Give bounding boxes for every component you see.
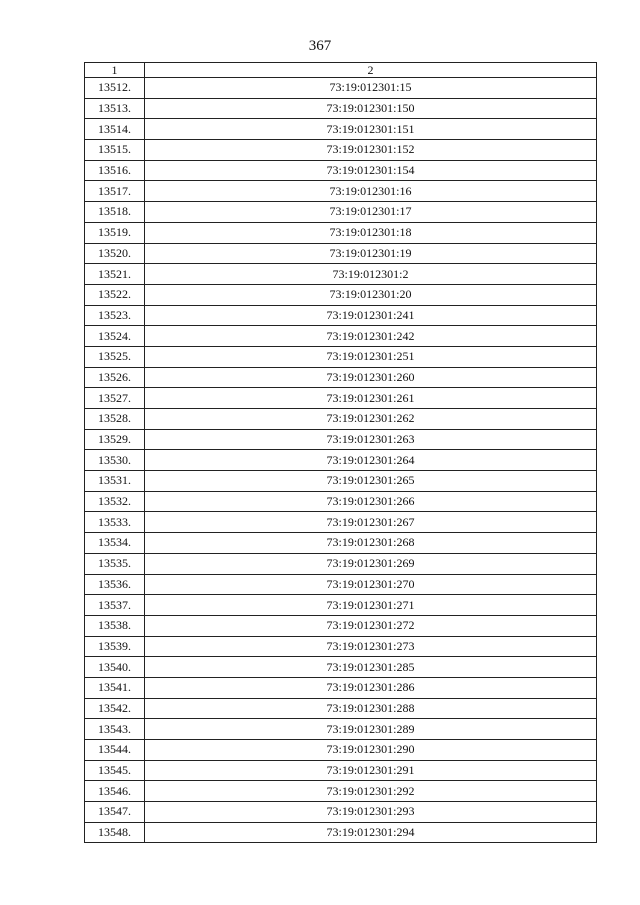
table-row bbox=[85, 719, 597, 740]
cadastral-number-cell: 73:19:012301:20 bbox=[145, 284, 597, 305]
row-number-cell: 13548. bbox=[85, 822, 145, 843]
registry-table bbox=[84, 62, 597, 843]
table-row bbox=[85, 346, 597, 367]
row-number-cell: 13544. bbox=[85, 740, 145, 761]
row-number-cell: 13538. bbox=[85, 615, 145, 636]
table-row bbox=[85, 802, 597, 823]
table-row bbox=[85, 326, 597, 347]
cadastral-number-cell: 73:19:012301:262 bbox=[145, 409, 597, 430]
table-row bbox=[85, 781, 597, 802]
row-number-cell: 13523. bbox=[85, 305, 145, 326]
table-row bbox=[85, 553, 597, 574]
row-number-cell: 13540. bbox=[85, 657, 145, 678]
row-number-cell: 13529. bbox=[85, 429, 145, 450]
row-number-cell: 13526. bbox=[85, 367, 145, 388]
table-row bbox=[85, 471, 597, 492]
table-row bbox=[85, 677, 597, 698]
table-row bbox=[85, 698, 597, 719]
table-row bbox=[85, 202, 597, 223]
cadastral-number-cell: 73:19:012301:291 bbox=[145, 760, 597, 781]
row-number-cell: 13528. bbox=[85, 409, 145, 430]
table-body bbox=[85, 78, 597, 843]
row-number-cell: 13518. bbox=[85, 202, 145, 223]
table-row bbox=[85, 450, 597, 471]
table-row bbox=[85, 533, 597, 554]
table-row bbox=[85, 657, 597, 678]
table-row bbox=[85, 409, 597, 430]
row-number-cell: 13534. bbox=[85, 533, 145, 554]
row-number-cell: 13512. bbox=[85, 78, 145, 99]
cadastral-number-cell: 73:19:012301:241 bbox=[145, 305, 597, 326]
row-number-cell: 13519. bbox=[85, 222, 145, 243]
cadastral-number-cell: 73:19:012301:263 bbox=[145, 429, 597, 450]
table-row bbox=[85, 243, 597, 264]
cadastral-number-cell: 73:19:012301:154 bbox=[145, 160, 597, 181]
row-number-cell: 13515. bbox=[85, 140, 145, 161]
page-number: 367 bbox=[308, 38, 332, 54]
row-number-cell: 13543. bbox=[85, 719, 145, 740]
table-row bbox=[85, 160, 597, 181]
row-number-cell: 13547. bbox=[85, 802, 145, 823]
table-row bbox=[85, 264, 597, 285]
table-row bbox=[85, 140, 597, 161]
row-number-cell: 13525. bbox=[85, 346, 145, 367]
cadastral-number-cell: 73:19:012301:268 bbox=[145, 533, 597, 554]
cadastral-number-cell: 73:19:012301:290 bbox=[145, 740, 597, 761]
table-row bbox=[85, 574, 597, 595]
row-number-cell: 13546. bbox=[85, 781, 145, 802]
row-number-cell: 13520. bbox=[85, 243, 145, 264]
cadastral-number-cell: 73:19:012301:272 bbox=[145, 615, 597, 636]
cadastral-number-cell: 73:19:012301:294 bbox=[145, 822, 597, 843]
table-header bbox=[85, 63, 597, 78]
cadastral-number-cell: 73:19:012301:251 bbox=[145, 346, 597, 367]
row-number-cell: 13531. bbox=[85, 471, 145, 492]
cadastral-number-cell: 73:19:012301:273 bbox=[145, 636, 597, 657]
table-row bbox=[85, 512, 597, 533]
cadastral-number-cell: 73:19:012301:19 bbox=[145, 243, 597, 264]
cadastral-number-cell: 73:19:012301:293 bbox=[145, 802, 597, 823]
row-number-cell: 13527. bbox=[85, 388, 145, 409]
cadastral-number-cell: 73:19:012301:285 bbox=[145, 657, 597, 678]
row-number-cell: 13524. bbox=[85, 326, 145, 347]
table-row bbox=[85, 615, 597, 636]
cadastral-number-cell: 73:19:012301:2 bbox=[145, 264, 597, 285]
cadastral-number-cell: 73:19:012301:151 bbox=[145, 119, 597, 140]
cadastral-number-cell: 73:19:012301:269 bbox=[145, 553, 597, 574]
header-row bbox=[85, 63, 597, 78]
table-row bbox=[85, 491, 597, 512]
table-row bbox=[85, 181, 597, 202]
row-number-cell: 13522. bbox=[85, 284, 145, 305]
cadastral-number-cell: 73:19:012301:150 bbox=[145, 98, 597, 119]
cadastral-number-cell: 73:19:012301:264 bbox=[145, 450, 597, 471]
row-number-cell: 13542. bbox=[85, 698, 145, 719]
table-row bbox=[85, 284, 597, 305]
column-header-2: 2 bbox=[145, 63, 597, 78]
row-number-cell: 13541. bbox=[85, 677, 145, 698]
cadastral-number-cell: 73:19:012301:242 bbox=[145, 326, 597, 347]
table-row bbox=[85, 98, 597, 119]
table-row bbox=[85, 367, 597, 388]
row-number-cell: 13535. bbox=[85, 553, 145, 574]
row-number-cell: 13545. bbox=[85, 760, 145, 781]
table-row bbox=[85, 740, 597, 761]
table-row bbox=[85, 822, 597, 843]
cadastral-number-cell: 73:19:012301:288 bbox=[145, 698, 597, 719]
cadastral-number-cell: 73:19:012301:265 bbox=[145, 471, 597, 492]
table-row bbox=[85, 429, 597, 450]
cadastral-number-cell: 73:19:012301:261 bbox=[145, 388, 597, 409]
row-number-cell: 13539. bbox=[85, 636, 145, 657]
column-header-1: 1 bbox=[85, 63, 145, 78]
cadastral-number-cell: 73:19:012301:17 bbox=[145, 202, 597, 223]
row-number-cell: 13536. bbox=[85, 574, 145, 595]
cadastral-number-cell: 73:19:012301:16 bbox=[145, 181, 597, 202]
row-number-cell: 13521. bbox=[85, 264, 145, 285]
row-number-cell: 13513. bbox=[85, 98, 145, 119]
row-number-cell: 13530. bbox=[85, 450, 145, 471]
cadastral-number-cell: 73:19:012301:266 bbox=[145, 491, 597, 512]
cadastral-number-cell: 73:19:012301:15 bbox=[145, 78, 597, 99]
cadastral-number-cell: 73:19:012301:260 bbox=[145, 367, 597, 388]
row-number-cell: 13514. bbox=[85, 119, 145, 140]
row-number-cell: 13517. bbox=[85, 181, 145, 202]
table-row bbox=[85, 388, 597, 409]
row-number-cell: 13532. bbox=[85, 491, 145, 512]
table-row bbox=[85, 119, 597, 140]
table-row bbox=[85, 305, 597, 326]
row-number-cell: 13537. bbox=[85, 595, 145, 616]
row-number-cell: 13516. bbox=[85, 160, 145, 181]
table-row bbox=[85, 760, 597, 781]
cadastral-number-cell: 73:19:012301:267 bbox=[145, 512, 597, 533]
cadastral-number-cell: 73:19:012301:271 bbox=[145, 595, 597, 616]
cadastral-number-cell: 73:19:012301:270 bbox=[145, 574, 597, 595]
cadastral-number-cell: 73:19:012301:286 bbox=[145, 677, 597, 698]
cadastral-number-cell: 73:19:012301:292 bbox=[145, 781, 597, 802]
cadastral-number-cell: 73:19:012301:18 bbox=[145, 222, 597, 243]
table-row bbox=[85, 78, 597, 99]
cadastral-number-cell: 73:19:012301:152 bbox=[145, 140, 597, 161]
table-row bbox=[85, 222, 597, 243]
cadastral-number-cell: 73:19:012301:289 bbox=[145, 719, 597, 740]
row-number-cell: 13533. bbox=[85, 512, 145, 533]
table-row bbox=[85, 595, 597, 616]
table-row bbox=[85, 636, 597, 657]
